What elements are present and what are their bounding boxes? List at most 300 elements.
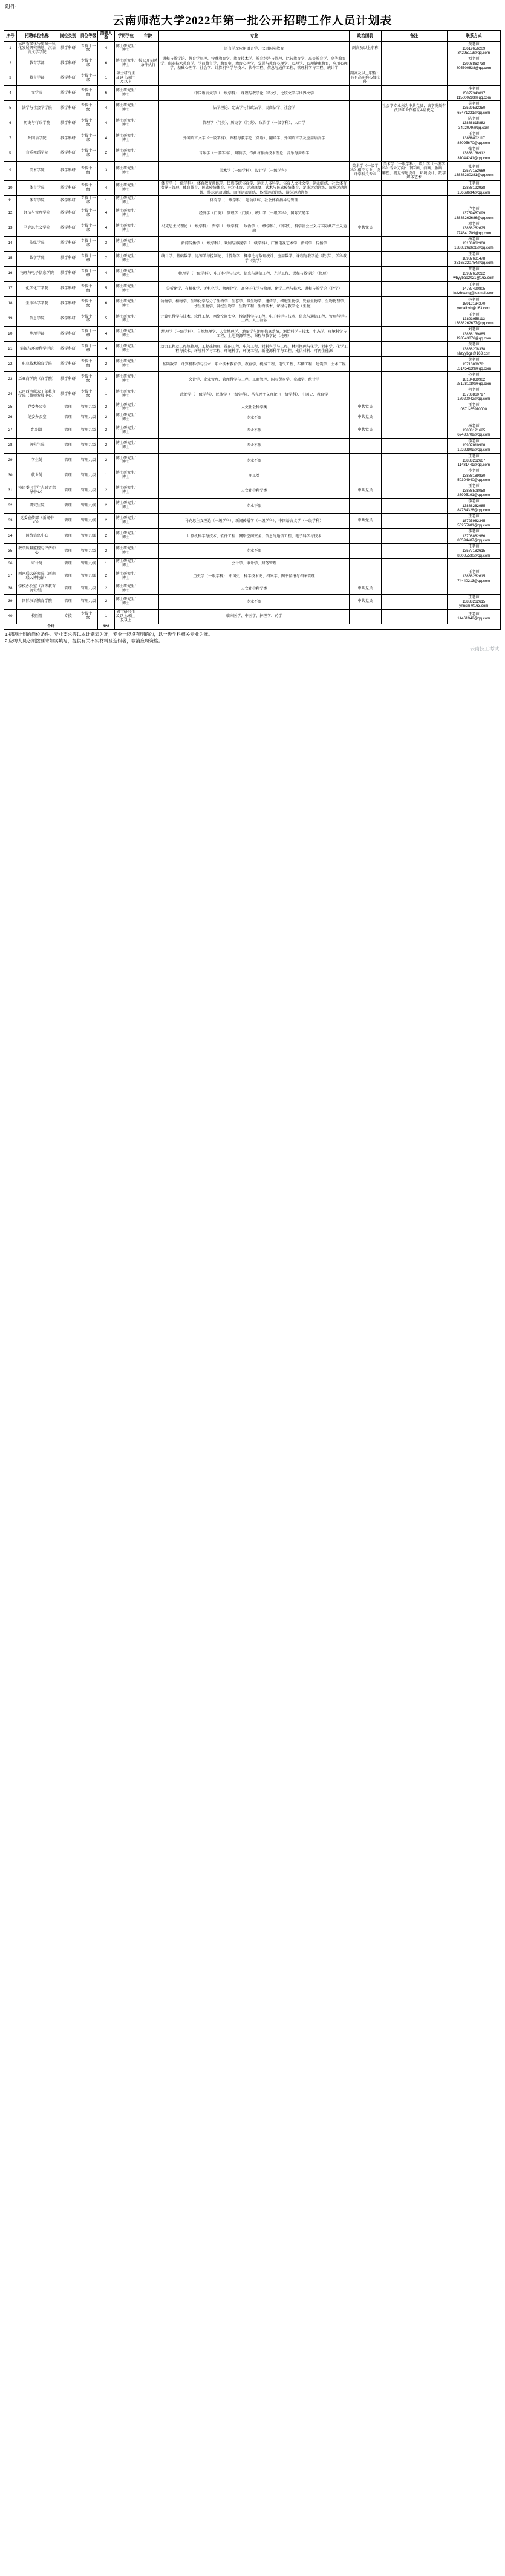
cell-level: 专技十一级 bbox=[79, 281, 97, 296]
cell-remark bbox=[381, 296, 447, 312]
cell-education: 博士研究生/博士 bbox=[114, 413, 137, 423]
cell-category: 管理 bbox=[57, 453, 79, 468]
cell-no: 36 bbox=[4, 559, 17, 569]
cell-contact: 卢老师 13759467099 13888262686@qq.com bbox=[447, 206, 500, 221]
cell-number: 4 bbox=[98, 221, 114, 236]
table-row bbox=[4, 514, 501, 529]
cell-category: 管理 bbox=[57, 402, 79, 413]
cell-contact: 王老师 13888262615 ynnsm@163.com bbox=[447, 594, 500, 609]
cell-age bbox=[137, 584, 159, 594]
cell-level: 专技十一级 bbox=[79, 251, 97, 266]
cell-remark bbox=[381, 181, 447, 196]
cell-unit: 研究生院 bbox=[16, 499, 57, 514]
cell-education: 博士研究生/博士 bbox=[114, 514, 137, 529]
cell-level: 专技十一级 bbox=[79, 131, 97, 146]
cell-no: 2 bbox=[4, 56, 17, 71]
cell-unit: 审计处 bbox=[16, 559, 57, 569]
attachment-label: 附件 bbox=[5, 4, 16, 10]
table-row bbox=[4, 116, 501, 131]
cell-number: 3 bbox=[98, 236, 114, 251]
cell-age bbox=[137, 387, 159, 402]
cell-unit: 国际汉语教育学院 bbox=[16, 594, 57, 609]
cell-category: 管理 bbox=[57, 584, 79, 594]
cell-category: 管理 bbox=[57, 514, 79, 529]
cell-category: 教学科研 bbox=[57, 296, 79, 312]
cell-major: 体育学（一级学科）、运动训练、社会体育指导与管理 bbox=[159, 196, 350, 206]
cell-unit: 就业处 bbox=[16, 468, 57, 483]
cell-education: 博士研究生/博士 bbox=[114, 251, 137, 266]
cell-unit: 校医院 bbox=[16, 609, 57, 624]
cell-unit: 传媒学院 bbox=[16, 236, 57, 251]
cell-political bbox=[350, 101, 381, 116]
cell-age bbox=[137, 609, 159, 624]
cell-remark bbox=[381, 402, 447, 413]
col-level: 岗位等级 bbox=[79, 31, 97, 42]
total-row bbox=[4, 624, 501, 630]
cell-unit: 生命科学学院 bbox=[16, 296, 57, 312]
cell-remark bbox=[381, 266, 447, 281]
cell-unit: 纪委办公室 bbox=[16, 413, 57, 423]
cell-major: 分析化学、有机化学、无机化学、物理化学、高分子化学与物理、化学工程与技术、课程与教学论（化学） bbox=[159, 281, 350, 296]
cell-age bbox=[137, 296, 159, 312]
cell-number: 5 bbox=[98, 281, 114, 296]
cell-remark bbox=[381, 387, 447, 402]
table-row bbox=[4, 342, 501, 357]
cell-no: 15 bbox=[4, 251, 17, 266]
col-education: 学历学位 bbox=[114, 31, 137, 42]
cell-education: 博士研究生/博士 bbox=[114, 594, 137, 609]
cell-number: 4 bbox=[98, 131, 114, 146]
cell-major: 会计学、审计学、财务管理 bbox=[159, 559, 350, 569]
cell-unit: 职业技术教育学院 bbox=[16, 357, 57, 372]
cell-unit: 组织部 bbox=[16, 423, 57, 438]
table-row bbox=[4, 236, 501, 251]
cell-major: 动物学、植物学、生物化学与分子生物学、生态学、微生物学、遗传学、细胞生物学、发育生物学、生物物理学、水生生物学、神经生物学、生物工程、生物技术、课程与教学论（生物） bbox=[159, 296, 350, 312]
cell-no: 30 bbox=[4, 468, 17, 483]
cell-major: 管理学（门类）、历史学（门类）、政治学（一级学科）、人口学 bbox=[159, 116, 350, 131]
cell-remark bbox=[381, 357, 447, 372]
cell-no: 24 bbox=[4, 387, 17, 402]
cell-category: 教学科研 bbox=[57, 387, 79, 402]
cell-contact: 王老师 14787490805 ketzhuang@foxmail.com bbox=[447, 281, 500, 296]
cell-political bbox=[350, 569, 381, 584]
cell-education: 博士研究生/博士 bbox=[114, 468, 137, 483]
cell-contact: 王老师 13888802117 86095670@qq.com bbox=[447, 131, 500, 146]
cell-level: 管理九级 bbox=[79, 468, 97, 483]
col-remark: 备注 bbox=[381, 31, 447, 42]
cell-category: 教学科研 bbox=[57, 372, 79, 387]
cell-number: 4 bbox=[98, 327, 114, 342]
cell-level: 专技十一级 bbox=[79, 236, 97, 251]
cell-major: 人文社会科学类 bbox=[159, 483, 350, 499]
cell-education: 博士研究生/博士 bbox=[114, 423, 137, 438]
cell-number: 4 bbox=[98, 41, 114, 56]
total-label: 合计 bbox=[4, 624, 98, 630]
total-filler bbox=[114, 624, 500, 630]
cell-age bbox=[137, 251, 159, 266]
cell-political: 中共党员 bbox=[350, 402, 381, 413]
cell-no: 12 bbox=[4, 206, 17, 221]
cell-age bbox=[137, 483, 159, 499]
cell-political: 中共党员 bbox=[350, 594, 381, 609]
cell-political bbox=[350, 251, 381, 266]
cell-category: 教学科研 bbox=[57, 236, 79, 251]
cell-number: 6 bbox=[98, 56, 114, 71]
cell-remark bbox=[381, 251, 447, 266]
table-row bbox=[4, 161, 501, 180]
cell-remark bbox=[381, 499, 447, 514]
cell-unit: 党委宣传部（新闻中心） bbox=[16, 514, 57, 529]
cell-remark bbox=[381, 423, 447, 438]
cell-political bbox=[350, 86, 381, 101]
cell-number: 2 bbox=[98, 413, 114, 423]
cell-contact: 普老师 13987659282 wbyybao2021@163.com bbox=[447, 266, 500, 281]
cell-political bbox=[350, 281, 381, 296]
cell-level: 专技十一级 bbox=[79, 71, 97, 86]
cell-education: 硕士研究生及以上/硕士及以上 bbox=[114, 71, 137, 86]
cell-unit: 教育学部 bbox=[16, 56, 57, 71]
cell-number: 2 bbox=[98, 402, 114, 413]
cell-category: 专技 bbox=[57, 609, 79, 624]
cell-category: 管理 bbox=[57, 438, 79, 453]
cell-age bbox=[137, 71, 159, 86]
cell-education: 博士研究生/博士 bbox=[114, 131, 137, 146]
cell-no: 6 bbox=[4, 116, 17, 131]
cell-no: 1 bbox=[4, 41, 17, 56]
cell-unit: 研究生院 bbox=[16, 438, 57, 453]
cell-contact: 陈老师 13888815882 3402079@qq.com bbox=[447, 116, 500, 131]
cell-category: 管理 bbox=[57, 559, 79, 569]
cell-no: 8 bbox=[4, 146, 17, 161]
cell-remark bbox=[381, 236, 447, 251]
cell-age bbox=[137, 266, 159, 281]
cell-unit: 教学质量监控与评估中心 bbox=[16, 544, 57, 559]
cell-level: 专技十一级 bbox=[79, 161, 97, 180]
cell-category: 教学科研 bbox=[57, 71, 79, 86]
cell-unit: 云南西南联大干部教育学院（教师发展中心） bbox=[16, 387, 57, 402]
cell-unit: 党委办公室 bbox=[16, 402, 57, 413]
table-row bbox=[4, 327, 501, 342]
cell-category: 管理 bbox=[57, 569, 79, 584]
cell-no: 7 bbox=[4, 131, 17, 146]
cell-no: 11 bbox=[4, 196, 17, 206]
cell-no: 26 bbox=[4, 413, 17, 423]
cell-contact: 杨老师 13888121625 62430709@qq.com bbox=[447, 423, 500, 438]
cell-unit: 能源与环境科学学院 bbox=[16, 342, 57, 357]
cell-contact bbox=[447, 584, 500, 594]
total-value: 120 bbox=[98, 624, 114, 630]
cell-category: 教学科研 bbox=[57, 206, 79, 221]
cell-no: 31 bbox=[4, 483, 17, 499]
table-row bbox=[4, 131, 501, 146]
cell-political bbox=[350, 609, 381, 624]
cell-number: 2 bbox=[98, 146, 114, 161]
cell-education: 博士研究生/博士 bbox=[114, 372, 137, 387]
cell-remark bbox=[381, 221, 447, 236]
cell-contact: 王老师 13577182615 80085530@qq.com bbox=[447, 544, 500, 559]
cell-unit: 学校办公室（高等教育研究所） bbox=[16, 584, 57, 594]
cell-category: 管理 bbox=[57, 594, 79, 609]
cell-political bbox=[350, 146, 381, 161]
cell-education: 博士研究生/博士 bbox=[114, 56, 137, 71]
cell-category: 教学科研 bbox=[57, 266, 79, 281]
table-row bbox=[4, 372, 501, 387]
cell-major: 人文社会科学类 bbox=[159, 402, 350, 413]
cell-unit: 泛亚商学院（商学院） bbox=[16, 372, 57, 387]
cell-contact: 张老师 13888138912 31044241@qq.com bbox=[447, 146, 500, 161]
cell-no: 40 bbox=[4, 609, 17, 624]
cell-category: 教学科研 bbox=[57, 181, 79, 196]
cell-number: 3 bbox=[98, 161, 114, 180]
cell-level: 管理九级 bbox=[79, 559, 97, 569]
cell-no: 27 bbox=[4, 423, 17, 438]
cell-education: 博士研究生/博士 bbox=[114, 296, 137, 312]
cell-category: 教学科研 bbox=[57, 41, 79, 56]
cell-contact: 刘老师 13888139885 198543876@qq.com bbox=[447, 327, 500, 342]
cell-political: 中共党员 bbox=[350, 584, 381, 594]
cell-age bbox=[137, 327, 159, 342]
col-number: 招聘人数 bbox=[98, 31, 114, 42]
cell-remark bbox=[381, 131, 447, 146]
cell-major: 会计学、企业管理、管理科学与工程、工商管理、国际贸易学、金融学、统计学 bbox=[159, 372, 350, 387]
cell-no: 18 bbox=[4, 296, 17, 312]
cell-no: 20 bbox=[4, 327, 17, 342]
cell-category: 教学科研 bbox=[57, 327, 79, 342]
cell-education: 博士研究生/博士 bbox=[114, 221, 137, 236]
cell-remark bbox=[381, 438, 447, 453]
col-category: 岗位类别 bbox=[57, 31, 79, 42]
cell-no: 22 bbox=[4, 357, 17, 372]
cell-political bbox=[350, 357, 381, 372]
cell-unit: 经济与管理学院 bbox=[16, 206, 57, 221]
cell-age bbox=[137, 196, 159, 206]
cell-political bbox=[350, 468, 381, 483]
cell-category: 管理 bbox=[57, 529, 79, 544]
cell-education: 博士研究生/博士 bbox=[114, 116, 137, 131]
cell-number: 1 bbox=[98, 196, 114, 206]
cell-major: 物理学（一级学科）、电子科学与技术、信息与通信工程、光学工程、课程与教学论（物理） bbox=[159, 266, 350, 281]
cell-age bbox=[137, 206, 159, 221]
cell-education: 博士研究生/博士 bbox=[114, 161, 137, 180]
cell-political bbox=[350, 529, 381, 544]
cell-contact: 李老师 15877343017 115000283@qq.com bbox=[447, 86, 500, 101]
table-header bbox=[4, 31, 501, 42]
cell-number: 2 bbox=[98, 438, 114, 453]
cell-major: 音乐学（一级学科）、舞蹈学、作曲与作曲技术理论、音乐与舞蹈学 bbox=[159, 146, 350, 161]
cell-category: 教学科研 bbox=[57, 116, 79, 131]
cell-level: 专技十一级 bbox=[79, 342, 97, 357]
table-row bbox=[4, 71, 501, 86]
cell-education: 博士研究生/博士 bbox=[114, 569, 137, 584]
cell-level: 专技十一级 bbox=[79, 221, 97, 236]
cell-major: 外国语言文学（一级学科）、课程与教学论（英语）、翻译学、外国语言学及应用语言学 bbox=[159, 131, 350, 146]
cell-major: 计算机科学与技术、软件工程、网络空间安全、控制科学与工程、电子科学与技术、信息与通信工程、管理科学与工程、人工智能 bbox=[159, 312, 350, 327]
cell-remark bbox=[381, 413, 447, 423]
cell-contact: 王老师 14461942@qq.com bbox=[447, 609, 500, 624]
cell-category: 教学科研 bbox=[57, 281, 79, 296]
table-row bbox=[4, 251, 501, 266]
cell-political: 中共党员 bbox=[350, 423, 381, 438]
cell-level: 专技十一级 bbox=[79, 357, 97, 372]
cell-level: 专技十一级 bbox=[79, 296, 97, 312]
cell-number: 2 bbox=[98, 357, 114, 372]
cell-remark bbox=[381, 468, 447, 483]
cell-no: 5 bbox=[4, 101, 17, 116]
cell-unit: 美术学院 bbox=[16, 161, 57, 180]
cell-major: 临床医学、中医学、护理学、药学 bbox=[159, 609, 350, 624]
cell-major: 新闻传播学（一级学科）、戏剧与影视学（一级学科）、广播电视艺术学、新闻学、传播学 bbox=[159, 236, 350, 251]
cell-remark bbox=[381, 342, 447, 357]
cell-education: 博士研究生/博士 bbox=[114, 559, 137, 569]
cell-major bbox=[159, 71, 350, 86]
cell-contact: 林老师 15912134270 yedaibyb@163.com bbox=[447, 296, 500, 312]
cell-remark bbox=[381, 116, 447, 131]
cell-remark bbox=[381, 146, 447, 161]
cell-remark bbox=[381, 372, 447, 387]
cell-education: 博士研究生/博士 bbox=[114, 181, 137, 196]
table-row bbox=[4, 468, 501, 483]
cell-education: 博士研究生/博士 bbox=[114, 529, 137, 544]
cell-contact: 吴老师 13529532250 65471221@qq.com bbox=[447, 101, 500, 116]
cell-no: 33 bbox=[4, 514, 17, 529]
cell-category: 教学科研 bbox=[57, 221, 79, 236]
cell-political bbox=[350, 236, 381, 251]
cell-unit: 化学化工学院 bbox=[16, 281, 57, 296]
cell-no: 25 bbox=[4, 402, 17, 413]
cell-unit: 西南联大研究院（西南联大博物馆） bbox=[16, 569, 57, 584]
cell-number: 2 bbox=[98, 499, 114, 514]
cell-education: 博士研究生/博士 bbox=[114, 483, 137, 499]
cell-education: 博士研究生/博士 bbox=[114, 236, 137, 251]
cell-category: 教学科研 bbox=[57, 196, 79, 206]
cell-remark bbox=[381, 206, 447, 221]
cell-contact bbox=[447, 196, 500, 206]
cell-no: 3 bbox=[4, 71, 17, 86]
cell-no: 4 bbox=[4, 86, 17, 101]
table-row bbox=[4, 86, 501, 101]
cell-level: 管理九级 bbox=[79, 594, 97, 609]
cell-major: 语言学及应用语言学、汉语国际教育 bbox=[159, 41, 350, 56]
cell-number: 4 bbox=[98, 101, 114, 116]
cell-contact: 李老师 13708882986 86594407@qq.com bbox=[447, 529, 500, 544]
cell-major: 计算机科学与技术、软件工程、网络空间安全、信息与通信工程、电子科学与技术 bbox=[159, 529, 350, 544]
cell-major: 课程与教学论、教育学原理、特殊教育学、教育技术学、教育经济与管理、比较教育学、高等教育学、高等教育学、职业技术教育学、学前教育学、教育史、教育心理学、发展与教育心理学、心理学、心理健康教育、应用心理学、基础心理学、社会学、计算机科学与技术、软件工程、信息与通信工程、管理科学与工程、统计学 bbox=[159, 56, 350, 71]
cell-remark bbox=[381, 609, 447, 624]
table-row bbox=[4, 529, 501, 544]
cell-age bbox=[137, 41, 159, 56]
cell-contact: 王老师 13888508058 28995191@qq.com bbox=[447, 483, 500, 499]
cell-education: 博士研究生/博士 bbox=[114, 101, 137, 116]
cell-unit: 音乐舞蹈学院 bbox=[16, 146, 57, 161]
cell-age bbox=[137, 181, 159, 196]
cell-level: 专技十一级 bbox=[79, 56, 97, 71]
cell-contact bbox=[447, 71, 500, 86]
footnotes bbox=[5, 632, 500, 644]
cell-political bbox=[350, 196, 381, 206]
col-contact: 联系方式 bbox=[447, 31, 500, 42]
cell-age bbox=[137, 357, 159, 372]
cell-remark bbox=[381, 86, 447, 101]
cell-political bbox=[350, 342, 381, 357]
cell-category: 教学科研 bbox=[57, 161, 79, 180]
cell-remark bbox=[381, 56, 447, 71]
cell-major: 专业不限 bbox=[159, 544, 350, 559]
cell-remark bbox=[381, 327, 447, 342]
cell-no: 16 bbox=[4, 266, 17, 281]
table-row bbox=[4, 221, 501, 236]
cell-number: 3 bbox=[98, 372, 114, 387]
cell-number: 2 bbox=[98, 483, 114, 499]
cell-age bbox=[137, 101, 159, 116]
cell-education: 硕士研究生及以上/硕士及以上 bbox=[114, 609, 137, 624]
cell-number: 6 bbox=[98, 296, 114, 312]
cell-number: 4 bbox=[98, 181, 114, 196]
cell-number: 2 bbox=[98, 423, 114, 438]
cell-unit: 学生处 bbox=[16, 453, 57, 468]
cell-number: 2 bbox=[98, 529, 114, 544]
cell-category: 教学科研 bbox=[57, 131, 79, 146]
cell-political bbox=[350, 296, 381, 312]
cell-number: 7 bbox=[98, 251, 114, 266]
table-row bbox=[4, 281, 501, 296]
cell-level: 管理九级 bbox=[79, 584, 97, 594]
cell-education: 博士研究生/博士 bbox=[114, 499, 137, 514]
cell-education: 博士研究生/博士 bbox=[114, 206, 137, 221]
cell-major: 人文社会科学类 bbox=[159, 584, 350, 594]
cell-category: 教学科研 bbox=[57, 357, 79, 372]
cell-education: 博士研究生/博士 bbox=[114, 544, 137, 559]
cell-level: 专技十一级 bbox=[79, 372, 97, 387]
cell-contact: 黄老师 13888208338 nhzyybgz@163.com bbox=[447, 342, 500, 357]
cell-no: 37 bbox=[4, 569, 17, 584]
cell-contact: 何老师 13708860797 17920042@qq.com bbox=[447, 387, 500, 402]
cell-political bbox=[350, 181, 381, 196]
cell-unit: 地理学部 bbox=[16, 327, 57, 342]
cell-no: 29 bbox=[4, 453, 17, 468]
table-row bbox=[4, 387, 501, 402]
cell-major: 动力工程及工程热物理、工程热物理、热能工程、电气工程、材料科学与工程、材料物理与化学、材料学、化学工程与技术、环境科学与工程、环境科学、环境工程、新能源科学与工程、光伏材料、可再生能源 bbox=[159, 342, 350, 357]
cell-age bbox=[137, 559, 159, 569]
cell-contact: 杨老师 13108862908 13888262628@qq.com bbox=[447, 236, 500, 251]
cell-no: 23 bbox=[4, 372, 17, 387]
cell-age bbox=[137, 453, 159, 468]
cell-age bbox=[137, 438, 159, 453]
col-no: 序号 bbox=[4, 31, 17, 42]
cell-level: 专技十一级 bbox=[79, 41, 97, 56]
table-row bbox=[4, 483, 501, 499]
cell-age bbox=[137, 499, 159, 514]
cell-level: 管理九级 bbox=[79, 423, 97, 438]
cell-category: 管理 bbox=[57, 499, 79, 514]
cell-age bbox=[137, 281, 159, 296]
cell-remark: 美术学（一级学科）、设计学（一级学科）专业方向：中国画、油画、版画、雕塑、视觉传达设计、环境设计、数字媒体艺术 bbox=[382, 162, 446, 180]
cell-level: 管理九级 bbox=[79, 413, 97, 423]
cell-contact: 刘老师 13908863738 805300838@qq.com bbox=[447, 56, 500, 71]
cell-contact: 张老师 13577152669 13888280281@qq.com bbox=[447, 161, 500, 180]
cell-major: 专业不限 bbox=[159, 499, 350, 514]
table-row bbox=[4, 206, 501, 221]
cell-major: 政治学（一级学科）、民族学（一级学科）、马克思主义理论（一级学科）、中国史、教育学 bbox=[159, 387, 350, 402]
col-major: 专业 bbox=[159, 31, 350, 42]
cell-contact: 王老师 18725982345 56255681@qq.com bbox=[447, 514, 500, 529]
cell-number: 4 bbox=[98, 206, 114, 221]
cell-political bbox=[350, 372, 381, 387]
cell-age bbox=[137, 86, 159, 101]
page-title: 云南师范大学2022年第一批公开招聘工作人员计划表 bbox=[112, 15, 393, 27]
cell-major: 法学理论、宪法学与行政法学、民商法学、社会学 bbox=[159, 101, 350, 116]
table-row bbox=[4, 569, 501, 584]
cell-major: 专业不限 bbox=[159, 453, 350, 468]
